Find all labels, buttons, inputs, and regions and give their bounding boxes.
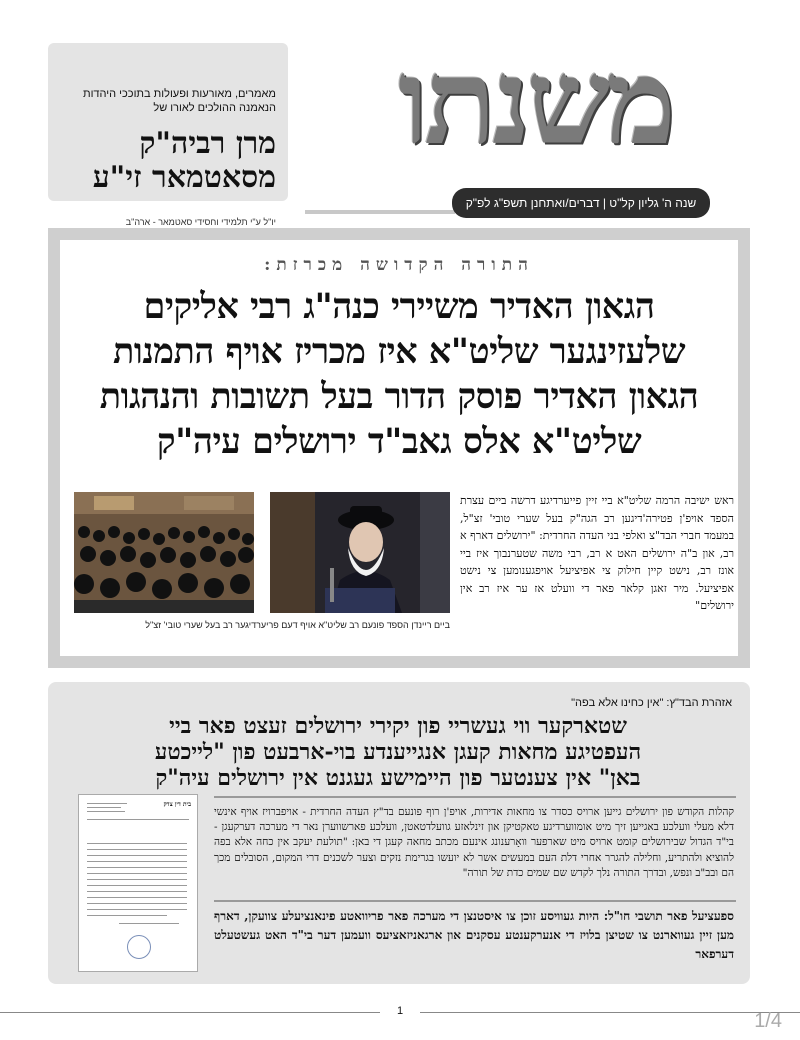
headline-line: הגאון האדיר פוסק הדור בעל תשובות והנהגות [99,376,699,417]
special-notice: ספעציעל פאר תושבי חו"ל: היות געוויסע זוכן צו איסטנצן די מערכה פאר פריוואטע פינאנציעלע צוועקן, דארף מען זיין געווארנט צו שטיצן בלויז די אנערקענטע עסקנים און ארגאניזאציעס וועמען דער בי"ד האט געשטעלט דערפאר [214,909,734,961]
article-kicker: התורה הקדושה מכרזת: [264,255,534,275]
divider [214,796,736,798]
publisher-line: יו"ל ע"י תלמידי וחסידי סאטמאר - ארה"ב [125,217,276,227]
headline-line: באן" אין צענטער פון היימישע געגנט אין ירושלים עיה"ק [155,765,641,791]
beit-din-letter-image [78,794,198,972]
article-body: קהלות הקודש פון ירושלים גייען ארויס כסדר צו מחאות אדירות, אויפ'ן רוף פונעם בד"ץ העדה החרדית - אויפברויז אויף אינשי דלא מעלי וועלכע באגייען זיך מיט אומווערדיגע טאקטיקן און זינלאזע גוועלדטאטן, וועלכע פארשווערן נאר די מערכה דערקעגן - בי"ד הגדול שבירושלים קומט ארויס מיט שארפער וואָרענונג אינעם מכתב מחאה קעגן די באן: "תולעת יעקב אין כחה אלא בפה להוציא ולהתריע, וחלילה להגרר אחרי דלת העם במעשים אשר לא יועשו בגרימת נזקים וצער לשכנים דרי המקום, הסובלים מכך הם ובב"ב ונפש, ובדרך התורה נלך לקדש שם שמים כדת של תורה" [214,806,734,879]
page-number: 1 [380,1005,420,1017]
headline-line: הגאון האדיר משיירי כנה"ג רבי אליקים [143,286,655,327]
rabbi-speaking-photo [270,492,450,613]
article-warning: אזהרת הבד"ץ: "אין כחינו אלא בפה" [571,697,732,709]
masthead-subtitle: מאמרים, מאורעות ופעולות בתוככי היהדות הנאמנה ההולכים לאורו של [82,88,276,114]
page-counter: 1/4 [754,1010,782,1032]
masthead [330,32,740,182]
headline-line: העפטיגע מחאות קעגן אנגייענדע בוי-ארבעט פון "לייכטע [154,739,642,765]
divider [214,900,736,902]
seal-stamp [127,935,151,959]
rebbe-name: מרן רביה"ק מסאטמאר זי"ע [92,126,276,195]
masthead-info-box [48,43,288,227]
photo-caption: ביים ריינדן הספד פונעם רב שליט"א אויף דעם פריערדיגער רב בעל שערי טובי' זצ"ל [145,620,450,630]
article-body: ראש ישיבה הרמה שליט"א ביי זיין פייערדיגע דרשה ביים עצרת הספד אויפ'ן פטירה'דיגען רב הגה"ק בעל שערי טובי' זצ"ל, במעמד חברי הבד"צ ואלפי בני העדה החרדית: "ירושלים דארף א רב, און ב"ה ירושלים האט א רב, רבי משה שטערנבוך איז ביי אונז רב, נישט קיין חילוק צי אפיציעל אויפגענומען צי נישט אפיציעל. מיר זאגן קלאר פאר די וועלט אז ער איז רב אין ירושלים" [460,494,734,612]
headline-line: שלעזינגער שליט"א איז מכריז אויף התמנות [113,331,685,372]
letter-header: בית דין צדק [163,801,191,808]
crowd-hall-photo [74,492,254,613]
headline-line: שליט"א אלס גאב"ד ירושלים עיה"ק [156,421,642,462]
masthead-divider [305,210,455,214]
issue-line: שנה ה' גליון קל"ט | דברים/ואתחנן תשפ"ג לפ"ק [465,196,697,210]
newspaper-logo: משנתו [397,32,673,171]
headline-line: שטארקער ווי געשריי פון יקירי ירושלים זעצט פאר ביי [169,713,627,739]
issue-bar [452,188,710,218]
